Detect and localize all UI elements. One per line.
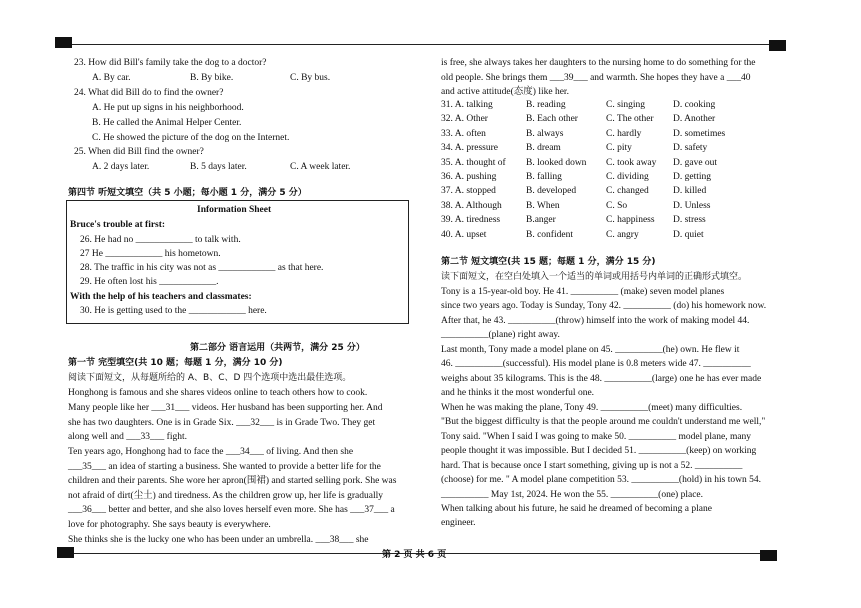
q25-option-b: B. 5 days later. (190, 162, 247, 172)
cloze-continuation-line: and active attitude(态度) like her. (441, 87, 569, 97)
section2-title: 第二节 短文填空(共 15 题；每题 1 分，满分 15 分) (441, 257, 656, 267)
info-subheading-trouble: Bruce's trouble at first: (70, 220, 166, 230)
choice-option-d: D. stress (673, 215, 706, 226)
choice-option-a: 32. A. Other (441, 114, 488, 125)
fill-line: After that, he 43. __________(throw) himself into the work of making model 44. (441, 316, 750, 326)
choice-option-d: D. killed (673, 186, 707, 197)
choice-option-a: 38. A. Although (441, 200, 502, 211)
q25-option-a: A. 2 days later. (92, 162, 150, 172)
section2-instructions: 读下面短文，在空白处填入一个适当的单词或用括号内单词的正确形式填空。 (441, 272, 748, 282)
choice-option-c: C. The other (606, 114, 654, 125)
choice-option-c: C. took away (606, 157, 657, 168)
choice-option-c: C. hardly (606, 128, 642, 139)
blank-29: 29. He often lost his ____________. (80, 277, 219, 287)
info-sheet-title: Information Sheet (197, 205, 272, 215)
choice-option-b: B. always (526, 128, 564, 139)
cloze-continuation-line: old people. She brings them ___39___ and warmth. She hopes they have a ___40 (441, 73, 751, 83)
choice-option-b: B. developed (526, 186, 577, 197)
q23-option-c: C. By bus. (290, 73, 331, 83)
fill-line: hard. That is because once I start something, giving up is not a 52. __________ (441, 461, 743, 471)
cloze-line: love for photography. She says beauty is everywhere. (68, 520, 271, 530)
q24-option-c: C. He showed the picture of the dog on the Internet. (92, 133, 290, 143)
fill-line: "But the biggest difficulty is that the people around me couldn't understand me well," (441, 417, 766, 427)
fill-line: Last month, Tony made a model plane on 45. __________(he) own. He flew it (441, 345, 740, 355)
corner-mark-top-left (55, 37, 72, 48)
fill-line: Tony is a 15-year-old boy. He 41. __________ (make) seven model planes (441, 287, 725, 297)
cloze-continuation-line: is free, she always takes her daughters to the nursing home to do something for the (441, 58, 756, 68)
choice-option-a: 37. A. stopped (441, 186, 496, 197)
choice-option-d: D. safety (673, 143, 708, 154)
section1-title: 第一节 完型填空(共 10 题；每题 1 分，满分 10 分) (68, 358, 283, 368)
choice-option-b: B. dream (526, 143, 561, 154)
choice-option-c: C. singing (606, 100, 646, 110)
choice-option-d: D. quiet (673, 229, 704, 240)
cloze-line: Ten years ago, Honghong had to face the ___34___ of living. And then she (68, 447, 354, 457)
section1-instructions: 阅读下面短文，从每题所给的 A、B、C、D 四个选项中选出最佳选项。 (68, 373, 352, 383)
choice-option-d: D. Unless (673, 200, 711, 211)
top-rule (72, 44, 769, 45)
choice-option-b: B. reading (526, 100, 566, 110)
fill-line: When he was making the plane, Tony 49. __________(meet) many difficulties. (441, 403, 743, 413)
choice-option-b: B. When (526, 200, 560, 211)
choice-option-d: D. Another (673, 114, 716, 125)
cloze-line: Many people like her ___31___ videos. Her husband has been supporting her. And (68, 403, 383, 413)
fill-line: 46. __________(successful). His model plane is 0.8 meters wide 47. __________ (441, 359, 751, 369)
fill-line: people thought it was impossible. But I decided 51. __________(keep) on working (441, 446, 757, 456)
blank-27: 27 He ____________ his hometown. (80, 249, 221, 259)
cloze-line: Honghong is famous and she shares videos online to teach others how to cook. (68, 388, 368, 398)
corner-mark-bottom-right (760, 550, 777, 561)
choice-option-c: C. changed (606, 186, 649, 197)
q24-stem: 24. What did Bill do to find the owner? (74, 88, 224, 98)
choice-option-b: B. Each other (526, 114, 578, 125)
fill-line: When talking about his future, he said he dreamed of becoming a plane (441, 504, 712, 514)
fill-line: and he thinks it the most wonderful one. (441, 388, 595, 398)
choice-option-a: 39. A. tiredness (441, 215, 501, 226)
fill-line: (choose) for me. " A model plane competition 53. __________(hold) in his town 54. (441, 475, 761, 485)
cloze-line: not afraid of dirt(尘土) and tiredness. As the children grow up, her life is gradually (68, 491, 383, 501)
choice-option-c: C. So (606, 200, 628, 211)
choice-option-a: 33. A. often (441, 128, 486, 139)
choice-option-b: B.anger (526, 215, 556, 226)
cloze-line: children and their parents. She wore her apron(围裙) and started selling pork. She was (68, 476, 397, 486)
q23-option-a: A. By car. (92, 73, 131, 83)
fill-line: __________(plane) right away. (441, 330, 560, 340)
q25-stem: 25. When did Bill find the owner? (74, 147, 204, 157)
cloze-line: along well and ___33___ fight. (68, 432, 187, 442)
fill-line: engineer. (441, 518, 476, 528)
fill-line: weighs about 35 kilograms. This is the 48. __________(large) one he has ever made (441, 374, 762, 384)
blank-30: 30. He is getting used to the ____________ here. (80, 306, 267, 316)
q23-stem: 23. How did Bill's family take the dog to a doctor? (74, 58, 267, 68)
choice-option-d: D. cooking (673, 100, 716, 110)
blank-26: 26. He had no ____________ to talk with. (80, 235, 241, 245)
cloze-line: ___35___ an idea of starting a business. She wanted to provide a better life for the (68, 462, 381, 472)
corner-mark-top-right (769, 40, 786, 51)
choice-option-c: C. angry (606, 229, 639, 240)
page-footer: 第 2 页 共 6 页 (382, 550, 447, 560)
part2-title: 第二部分 语言运用（共两节，满分 25 分） (190, 343, 365, 353)
choice-option-d: D. getting (673, 172, 711, 182)
choice-option-c: C. pity (606, 143, 632, 154)
cloze-line: ___36___ better and better, and she also loves herself even more. She has ___37___ a (68, 505, 395, 515)
choice-option-d: D. gave out (673, 157, 718, 168)
choice-option-c: C. happiness (606, 215, 655, 226)
cloze-line: she has two daughters. One is in Grade Six. ___32___ is in Grade Two. They get (68, 418, 376, 428)
q24-option-a: A. He put up signs in his neighborhood. (92, 103, 244, 113)
cloze-line: She thinks she is the lucky one who has been under an umbrella. ___38___ she (68, 535, 369, 545)
corner-mark-bottom-left (57, 547, 74, 558)
choice-option-d: D. sometimes (673, 128, 726, 139)
q25-option-c: C. A week later. (290, 162, 351, 172)
choice-option-b: B. looked down (526, 157, 587, 168)
blank-28: 28. The traffic in his city was not as ____________ as that here. (80, 263, 324, 273)
q24-option-b: B. He called the Animal Helper Center. (92, 118, 242, 128)
choice-option-a: 35. A. thought of (441, 157, 506, 168)
choice-option-a: 36. A. pushing (441, 172, 497, 182)
choice-option-a: 31. A. talking (441, 100, 493, 110)
choice-option-a: 34. A. pressure (441, 143, 498, 154)
section4-title: 第四节 听短文填空（共 5 小题；每小题 1 分，满分 5 分） (68, 188, 307, 198)
choice-option-a: 40. A. upset (441, 229, 487, 240)
fill-line: since two years ago. Today is Sunday, Tony 42. __________ (do) his homework now. (441, 301, 767, 311)
fill-line: Tony said. "When I said I was going to make 50. __________ model plane, many (441, 432, 752, 442)
q23-option-b: B. By bike. (190, 73, 234, 83)
choice-option-c: C. dividing (606, 172, 649, 182)
info-subheading-help: With the help of his teachers and classmates: (70, 292, 252, 302)
choice-option-b: B. confident (526, 229, 573, 240)
fill-line: __________ May 1st, 2024. He won the 55. __________(one) place. (441, 490, 704, 500)
choice-option-b: B. falling (526, 172, 562, 182)
